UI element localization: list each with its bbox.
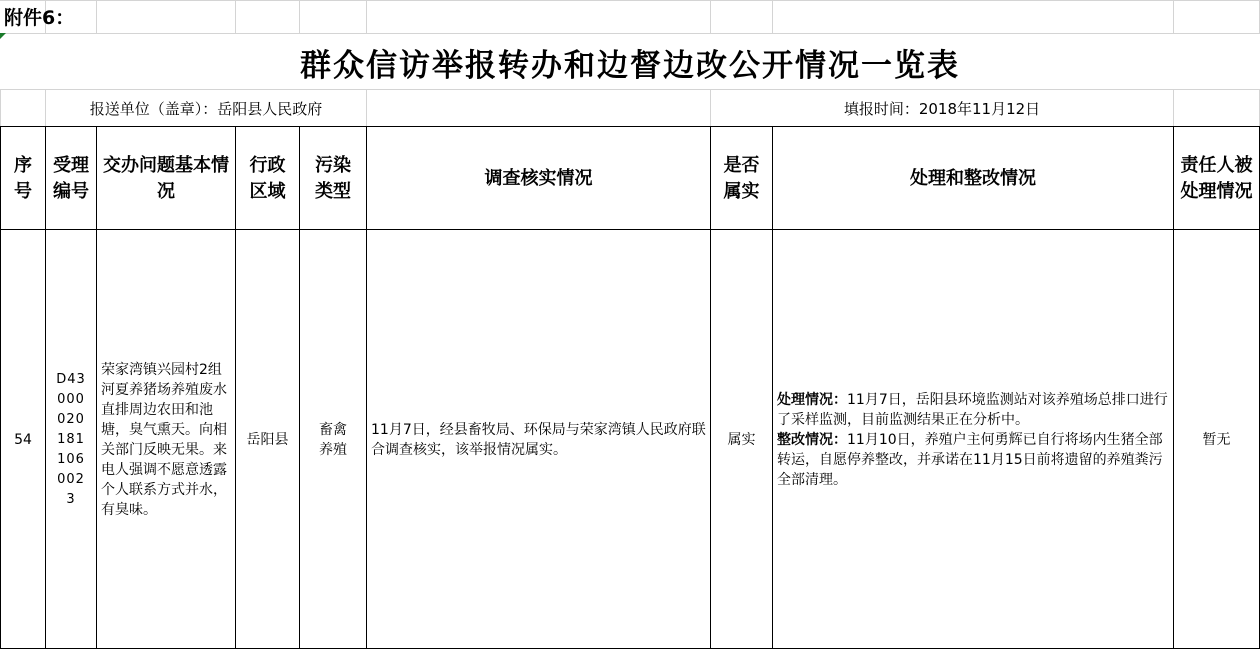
reporting-unit: 报送单位（盖章）：岳阳县人民政府 xyxy=(89,100,323,118)
row-region: 岳阳县 xyxy=(246,432,289,448)
row-handling xyxy=(773,230,1173,650)
header-region: 行政区域 xyxy=(249,154,286,202)
header-pollution-type: 污染类型 xyxy=(315,154,351,202)
row-verified: 属实 xyxy=(727,432,756,448)
header-issue: 交办问题基本情况 xyxy=(103,154,229,202)
row-issue: 荣家湾镇兴园村2组河夏养猪场养殖废水直排周边农田和池塘，臭气熏天。向相关部门反映无果。来电人强调不愿意透露个人联系方式并水，有臭味。 xyxy=(101,362,227,518)
row-investigation: 11月7日，经县畜牧局、环保局与荣家湾镇人民政府联合调查核实，该举报情况属实。 xyxy=(371,422,706,458)
row-accountability: 暂无 xyxy=(1202,432,1231,448)
header-handling: 处理和整改情况 xyxy=(910,167,1036,189)
row-case-no: D430000201811060023 xyxy=(56,372,86,507)
row-pollution-type: 畜禽养殖 xyxy=(319,422,347,458)
header-seq: 序号 xyxy=(14,154,32,202)
header-accountability: 责任人被处理情况 xyxy=(1180,154,1253,202)
rectify-text: 11月10日，养殖户主何勇辉已自行将场内生猪全部转运，自愿停养整改，并承诺在11月15日前将遗留的养殖粪污全部清理。 xyxy=(777,432,1163,488)
header-verified: 是否属实 xyxy=(723,154,760,202)
attachment-label: 附件6： xyxy=(4,7,75,29)
handling-label: 处理情况： xyxy=(777,392,847,408)
rectify-label: 整改情况： xyxy=(777,432,847,448)
header-investigation: 调查核实情况 xyxy=(484,167,593,189)
fill-time: 填报时间：2018年11月12日 xyxy=(843,100,1041,118)
handling-text: 11月7日，岳阳县环境监测站对该养殖场总排口进行了采样监测，目前监测结果正在分析中。 xyxy=(777,392,1168,428)
row-seq: 54 xyxy=(14,432,32,448)
header-case-no: 受理编号 xyxy=(53,154,89,202)
page-title: 群众信访举报转办和边督边改公开情况一览表 xyxy=(300,47,960,84)
